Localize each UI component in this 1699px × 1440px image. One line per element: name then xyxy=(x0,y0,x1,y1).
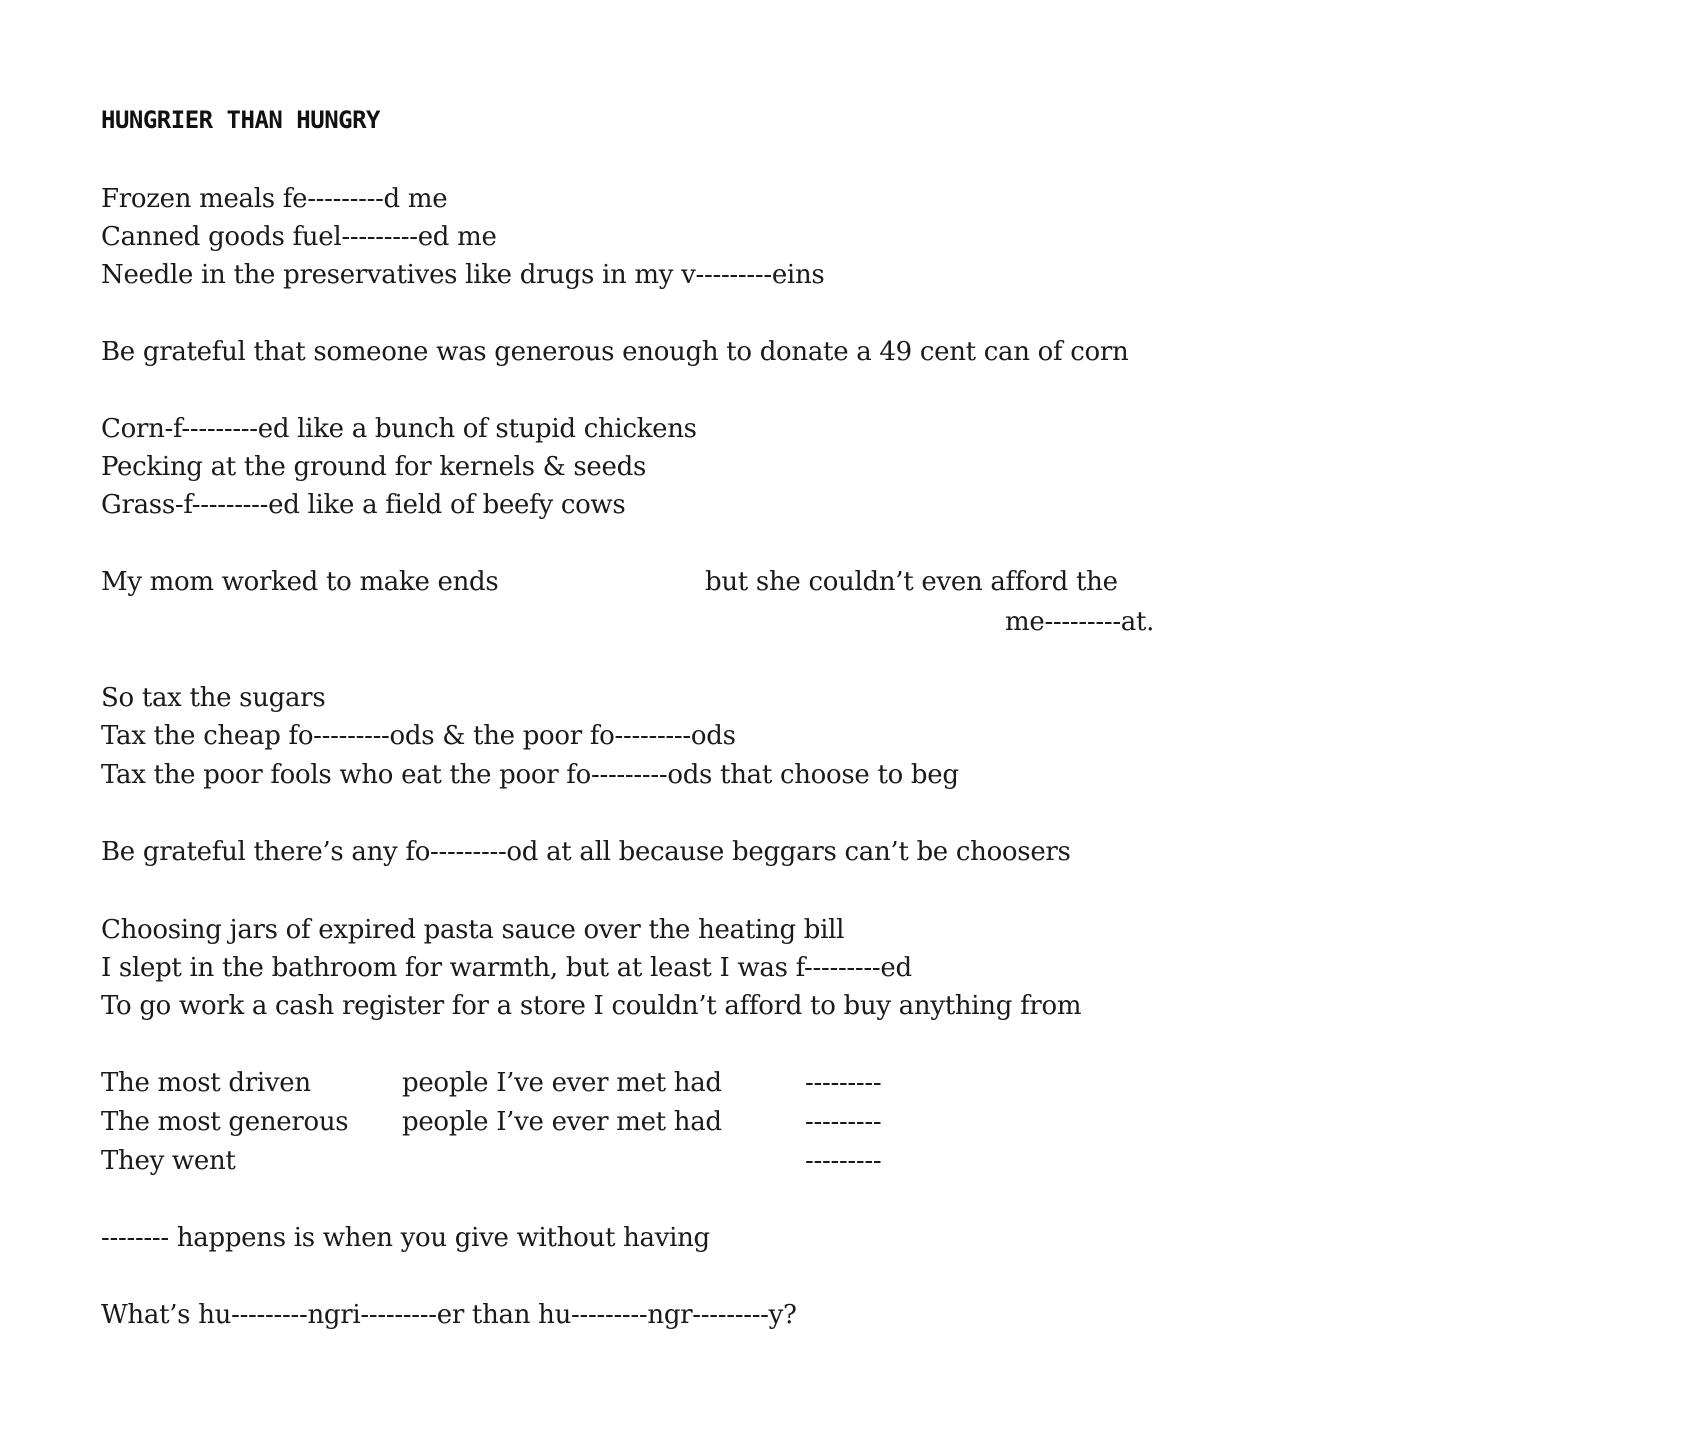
poem-line-left: My mom worked to make ends xyxy=(101,567,499,597)
poem-line: Pecking at the ground for kernels & seeds xyxy=(101,452,646,482)
poem-line: Needle in the preservatives like drugs in my v---------eins xyxy=(101,260,825,290)
table-cell-col2: people I’ve ever met had xyxy=(402,1068,722,1098)
poem-line: Tax the poor fools who eat the poor fo---------ods that choose to beg xyxy=(101,760,959,790)
table-cell-col1: They went xyxy=(101,1146,236,1176)
table-cell-col3: --------- xyxy=(805,1107,882,1137)
poem-line: To go work a cash register for a store I couldn’t afford to buy anything from xyxy=(101,991,1082,1021)
table-cell-col1: The most driven xyxy=(101,1068,311,1098)
poem-line: What’s hu---------ngri---------er than hu---------ngr---------y? xyxy=(101,1300,797,1330)
poem-line: Tax the cheap fo---------ods & the poor fo---------ods xyxy=(101,721,736,751)
poem-line: I slept in the bathroom for warmth, but at least I was f---------ed xyxy=(101,953,912,983)
poem-line: So tax the sugars xyxy=(101,683,326,713)
poem-line: Choosing jars of expired pasta sauce over the heating bill xyxy=(101,915,845,945)
table-cell-col3: --------- xyxy=(805,1146,882,1176)
table-cell-col1: The most generous xyxy=(101,1107,349,1137)
table-cell-col3: --------- xyxy=(805,1068,882,1098)
poem-line-right: but she couldn’t even afford the xyxy=(705,567,1118,597)
poem-title: HUNGRIER THAN HUNGRY xyxy=(101,106,380,134)
table-cell-col2: people I’ve ever met had xyxy=(402,1107,722,1137)
poem-line: Grass-f---------ed like a field of beefy cows xyxy=(101,490,626,520)
poem-line: Be grateful there’s any fo---------od at all because beggars can’t be choosers xyxy=(101,837,1071,867)
poem-line: -------- happens is when you give without having xyxy=(101,1223,710,1253)
poem-line: Corn-f---------ed like a bunch of stupid chickens xyxy=(101,414,697,444)
poem-line: Canned goods fuel---------ed me xyxy=(101,222,497,252)
poem-line: Frozen meals fe---------d me xyxy=(101,184,448,214)
poem-line-tail: me---------at. xyxy=(1005,607,1155,637)
poem-line: Be grateful that someone was generous enough to donate a 49 cent can of corn xyxy=(101,337,1129,367)
